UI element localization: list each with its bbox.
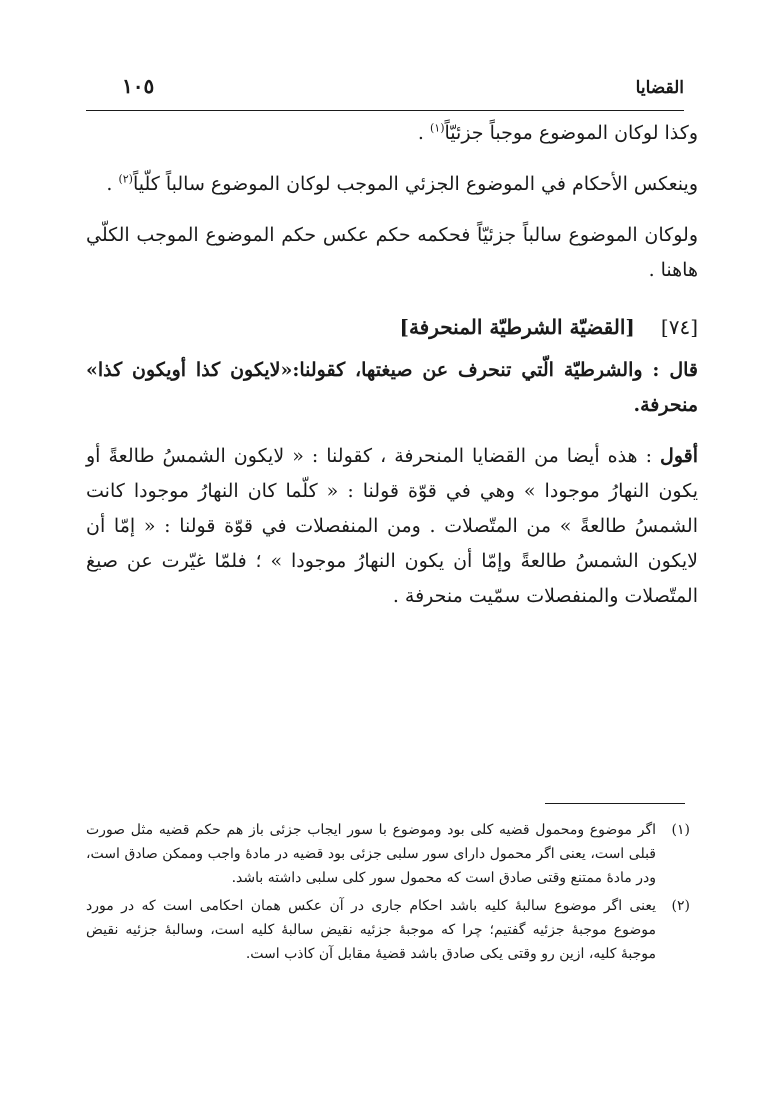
paragraph-4-text: : والشرطيّة الّتي تنحرف عن صيغتها، كقولنا:«لايكون كذا أويكون كذا» منحرفة. [86,359,698,416]
footnote-1 [86,818,690,890]
page-number: ١٠٥ [122,74,155,98]
footnote-number: (١) [671,822,690,838]
paragraph-3: ولوكان الموضوع سالباً جزئيّاً فحكمه حكم عكس حكم الموضوع الموجب الكلّي هاهنا . [86,224,698,281]
qala-marker: قال [669,359,698,381]
page-header [86,74,684,111]
section-heading [86,310,698,345]
footnotes [86,818,690,970]
paragraph-4 [86,353,698,423]
footnote-number: (٢) [671,898,690,914]
paragraph-5-text: : هذه أيضا من القضايا المنحرفة ، كقولنا : « لايكون الشمسُ طالعةً أو يكون النهارُ موجودا » وهي في قوّة قولنا : « كلّما كان النهارُ موجودا كانت الشمسُ طالعةً » من المتّصلات . ومن المنفصلات في قوّة قولنا : « إمّا أن لايكون الشمسُ طالعةً وإمّا أن يكون النهارُ موجودا » ؛ فلمّا غيّرت عن صيغ المتّصلات والمنفصلات سمّيت منحرفة . [86,445,698,607]
section-number: [٧٤] [660,315,698,339]
paragraph-1-end: . [417,122,430,144]
footnote-text: اگر موضوع ومحمول قضيه كلی بود وموضوع با سور ايجاب جزئی باز هم حكم قضيه مثل صورت قبلی است، يعنی اگر محمول دارای سور سلبی جزئی بود قضيه در مادهٔ واجب وممكن صادق است، ودر مادهٔ ممتنع وقتی صادق است كه محمول سور كلی سلبی داشته باشد. [86,822,656,886]
aqulu-marker: أقول [660,445,698,467]
footnote-ref-2[interactable]: (٢) [118,172,133,186]
footnote-text: يعنی اگر موضوع سالبهٔ كليه باشد احكام جاری در آن عكس همان احكامی است كه در مورد موضوع موجبهٔ جزئيه گفتيم؛ چرا كه موجبهٔ جزئيه نقيض سالبهٔ كليه است، وسالبهٔ جزئيه نقيض موجبهٔ كليه، ازين رو وقتی يكی صادق باشد قضيهٔ مقابل آن كاذب است. [86,898,657,962]
paragraph-2 [86,167,698,202]
main-text [86,116,698,630]
paragraph-2-end: . [106,173,119,195]
paragraph-2-text: وينعكس الأحكام في الموضوع الجزئي الموجب لوكان الموضوع سالباً كلّياً [132,173,698,195]
footnote-divider [545,803,685,804]
paragraph-5 [86,439,698,614]
section-title: [القضيّة الشرطيّة المنحرفة] [399,315,635,339]
footnote-ref-1[interactable]: (١) [430,121,445,135]
footnote-2 [86,894,690,966]
paragraph-1 [86,116,698,151]
running-title: القضايا [635,78,684,98]
paragraph-1-text: وكذا لوكان الموضوع موجباً جزئيّاً [444,122,698,144]
